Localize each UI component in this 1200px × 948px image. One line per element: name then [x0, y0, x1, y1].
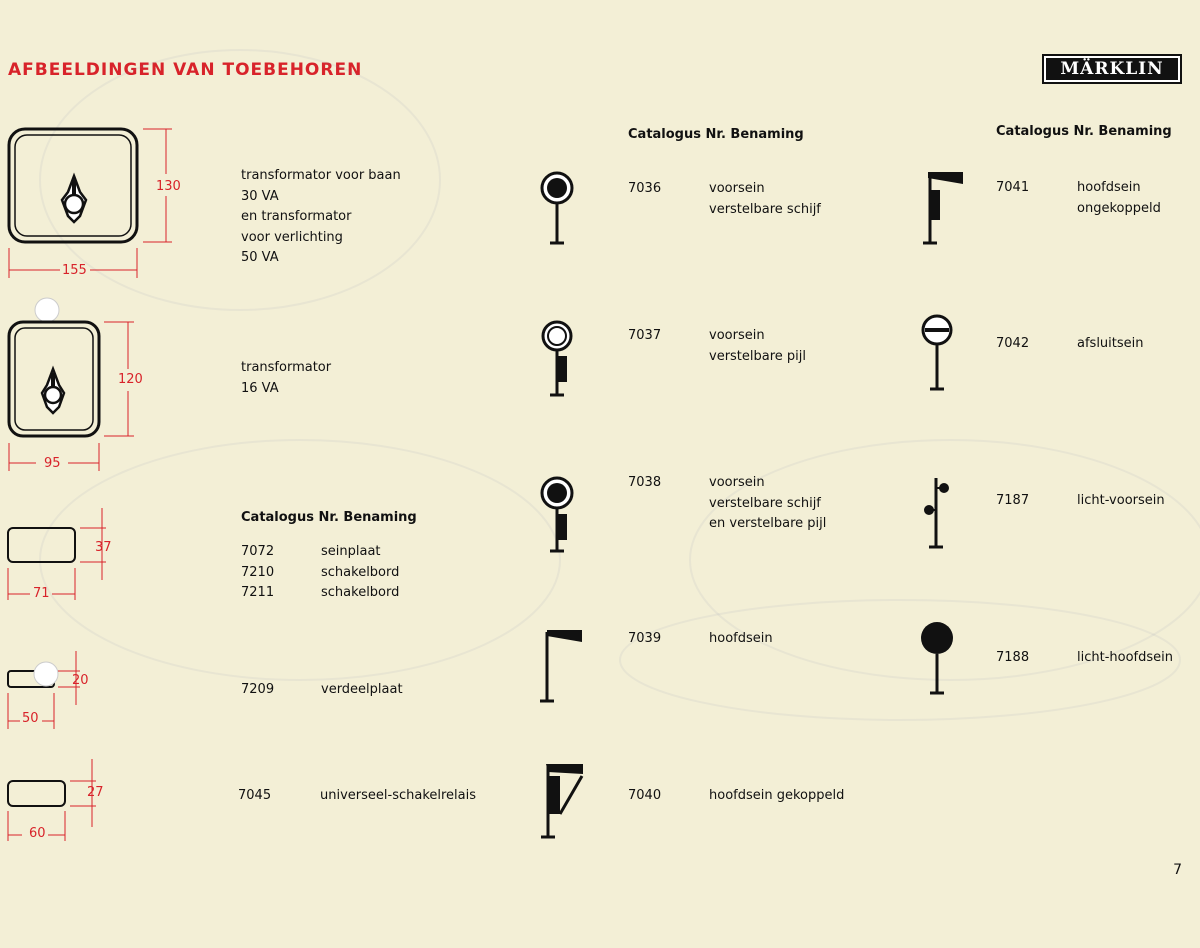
signal-7042-nr: 7042 — [996, 336, 1030, 351]
distribution-plate-drawing — [0, 645, 100, 735]
signal-7187-nr: 7187 — [996, 493, 1030, 508]
stop-signal-icon — [918, 312, 958, 392]
dimension-width-95: 95 — [44, 456, 61, 471]
list-item: 7210 schakelbord — [241, 564, 400, 580]
transformer-16-description: transformator 16 VA — [241, 360, 332, 396]
dimension-height-27: 27 — [87, 785, 104, 800]
marklin-logo: MÄRKLIN — [1042, 54, 1182, 84]
signal-7041-nr: 7041 — [996, 180, 1030, 195]
light-main-signal-icon — [918, 618, 958, 698]
relay-box-drawing — [0, 755, 110, 845]
right-table-header: Catalogus Nr. Benaming — [996, 124, 1172, 139]
page-title: AFBEELDINGEN VAN TOEBEHOREN — [8, 60, 363, 80]
dimension-height-37: 37 — [95, 540, 112, 555]
signal-7038-name: voorsein verstelbare schijf en verstelbare pijl — [709, 475, 827, 531]
signal-7041-name: hoofdsein ongekoppeld — [1077, 180, 1161, 216]
signal-7042-name: afsluitsein — [1077, 336, 1144, 351]
dimension-height-20: 20 — [72, 673, 89, 688]
signal-7040-nr: 7040 — [628, 788, 662, 803]
signal-7037-nr: 7037 — [628, 328, 662, 343]
list-item: 7211 schakelbord — [241, 585, 400, 600]
dimension-height-130: 130 — [156, 179, 181, 194]
light-distant-signal-icon — [918, 474, 958, 554]
signal-7038-nr: 7038 — [628, 475, 662, 490]
left-items-list — [241, 542, 399, 604]
semaphore-icon — [538, 626, 588, 706]
signal-7037-name: voorsein verstelbare pijl — [709, 328, 807, 364]
middle-table-header: Catalogus Nr. Benaming — [628, 127, 804, 142]
signal-7036-name: voorsein verstelbare schijf — [709, 181, 821, 217]
signal-7187-name: licht-voorsein — [1077, 493, 1165, 508]
signal-7040-name: hoofdsein gekoppeld — [709, 788, 845, 803]
signal-7188-name: licht-hoofdsein — [1077, 650, 1173, 665]
signal-plate-box-drawing — [0, 500, 120, 610]
signal-7039-name: hoofdsein — [709, 631, 773, 646]
ring-signal-icon — [538, 318, 578, 400]
transformer-30-description: transformator voor baan 30 VA en transformator voor verlichting 50 VA — [241, 168, 401, 265]
coupled-semaphore-icon — [538, 760, 588, 840]
list-item: 7072 seinplaat — [241, 544, 381, 559]
dimension-height-120: 120 — [118, 372, 143, 387]
transformer-30-drawing — [0, 120, 200, 280]
dimension-width-60: 60 — [29, 826, 46, 841]
uncoupled-semaphore-icon — [918, 168, 968, 248]
left-table-header: Catalogus Nr. Benaming — [241, 510, 417, 525]
transformer-16-drawing — [0, 315, 160, 475]
page-number: 7 — [1173, 862, 1182, 878]
item-7045: 7045 universeel-schakelrelais — [238, 788, 477, 803]
signal-7036-nr: 7036 — [628, 181, 662, 196]
dimension-width-50: 50 — [22, 711, 39, 726]
dimension-width-71: 71 — [33, 586, 50, 601]
disc-signal-icon — [538, 168, 578, 248]
signal-7188-nr: 7188 — [996, 650, 1030, 665]
signal-7039-nr: 7039 — [628, 631, 662, 646]
dimension-width-155: 155 — [62, 263, 87, 278]
item-7209: 7209 verdeelplaat — [241, 682, 403, 697]
disc-arrow-signal-icon — [538, 474, 578, 556]
